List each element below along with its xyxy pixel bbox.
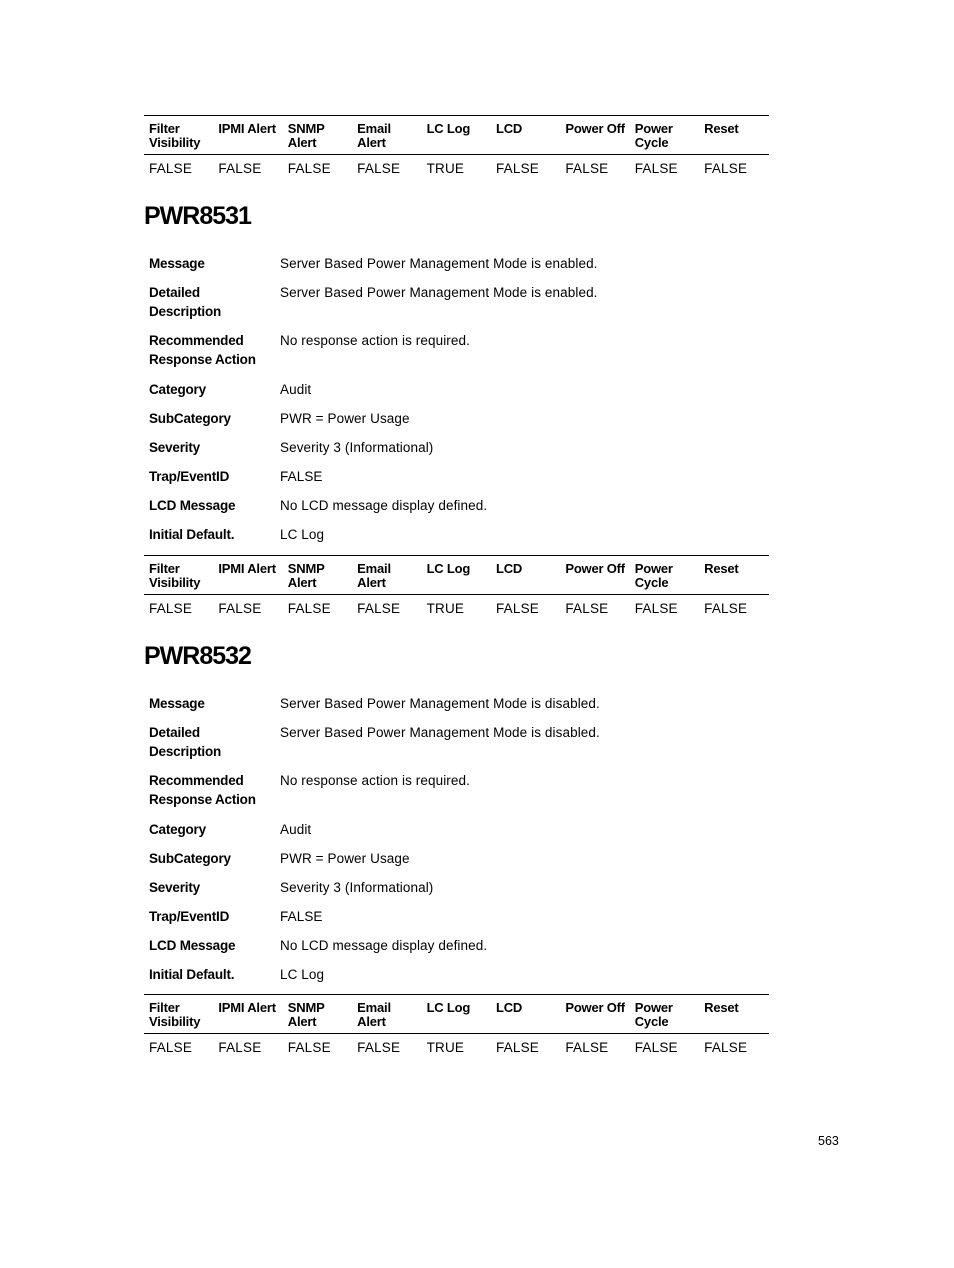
- detail-row-severity: [144, 438, 769, 467]
- detail-value: Server Based Power Management Mode is disabled.: [280, 725, 600, 740]
- table-cell: FALSE: [565, 1040, 609, 1055]
- header-reset: Reset: [704, 561, 739, 576]
- detail-label: Message: [149, 256, 205, 271]
- detail-row-detailed-description: [144, 723, 769, 771]
- detail-value: FALSE: [280, 469, 323, 484]
- page-number: 563: [818, 1134, 839, 1148]
- table-cell: TRUE: [426, 1040, 465, 1055]
- alert-table-top: [144, 115, 769, 183]
- detail-row-detailed-description: [144, 283, 769, 331]
- header-power-cycle: Power Cycle: [634, 1000, 673, 1029]
- section-title: PWR8532: [144, 642, 251, 670]
- header-lc-log: LC Log: [426, 561, 471, 576]
- detail-label: Detailed Description: [149, 285, 222, 319]
- detail-row-message: [144, 254, 769, 283]
- detail-row-subcategory: [144, 849, 769, 878]
- detail-row-lcd-message: [144, 496, 769, 525]
- header-power-cycle: Power Cycle: [634, 561, 673, 590]
- detail-label: SubCategory: [149, 851, 231, 866]
- table-cell: FALSE: [495, 601, 539, 616]
- table-cell: FALSE: [565, 601, 609, 616]
- detail-list: [144, 694, 769, 994]
- table-cell: FALSE: [495, 161, 539, 176]
- detail-list: [144, 254, 769, 554]
- detail-label: Detailed Description: [149, 725, 222, 759]
- header-ipmi-alert: IPMI Alert: [218, 1000, 276, 1015]
- header-power-off: Power Off: [565, 561, 625, 576]
- header-ipmi-alert: IPMI Alert: [218, 121, 276, 136]
- header-lcd: LCD: [495, 561, 523, 576]
- detail-row-message: [144, 694, 769, 723]
- table-cell: TRUE: [426, 161, 465, 176]
- detail-value: LC Log: [280, 967, 325, 982]
- detail-row-lcd-message: [144, 936, 769, 965]
- header-snmp-alert: SNMP Alert: [287, 561, 325, 590]
- table-cell: FALSE: [565, 161, 609, 176]
- header-power-off: Power Off: [565, 1000, 625, 1015]
- detail-value: No LCD message display defined.: [280, 938, 488, 953]
- table-cell: FALSE: [218, 1040, 262, 1055]
- table-cell: FALSE: [704, 601, 748, 616]
- table-cell: FALSE: [704, 1040, 748, 1055]
- header-reset: Reset: [704, 121, 739, 136]
- table-cell: FALSE: [218, 601, 262, 616]
- detail-value: Server Based Power Management Mode is disabled.: [280, 696, 600, 711]
- detail-value: No response action is required.: [280, 333, 470, 348]
- detail-row-category: [144, 380, 769, 409]
- detail-label: SubCategory: [149, 411, 231, 426]
- detail-value: PWR = Power Usage: [280, 851, 410, 866]
- detail-row-initial-default: [144, 965, 769, 994]
- alert-table-header: [144, 995, 769, 1034]
- header-ipmi-alert: IPMI Alert: [218, 561, 276, 576]
- alert-table-pwr8532: [144, 994, 769, 1062]
- alert-table-header: [144, 556, 769, 595]
- section-title: PWR8531: [144, 202, 251, 230]
- header-email-alert: Email Alert: [357, 1000, 391, 1029]
- detail-label: LCD Message: [149, 938, 236, 953]
- table-cell: FALSE: [287, 601, 331, 616]
- table-cell: FALSE: [634, 601, 678, 616]
- detail-row-trap-eventid: [144, 467, 769, 496]
- detail-row-subcategory: [144, 409, 769, 438]
- table-cell: FALSE: [287, 161, 331, 176]
- table-cell: FALSE: [634, 161, 678, 176]
- detail-value: Server Based Power Management Mode is enabled.: [280, 285, 598, 300]
- table-cell: FALSE: [218, 161, 262, 176]
- detail-value: Audit: [280, 382, 312, 397]
- table-cell: FALSE: [149, 161, 193, 176]
- table-row: [144, 155, 769, 183]
- detail-label: Category: [149, 382, 206, 397]
- detail-row-recommended-action: [144, 331, 769, 380]
- header-email-alert: Email Alert: [357, 561, 391, 590]
- detail-label: LCD Message: [149, 498, 236, 513]
- header-lcd: LCD: [495, 121, 523, 136]
- header-snmp-alert: SNMP Alert: [287, 1000, 325, 1029]
- header-lc-log: LC Log: [426, 121, 471, 136]
- header-filter-visibility: Filter Visibility: [149, 121, 201, 150]
- header-power-cycle: Power Cycle: [634, 121, 673, 150]
- table-cell: FALSE: [149, 601, 193, 616]
- detail-value: FALSE: [280, 909, 323, 924]
- detail-label: Recommended Response Action: [149, 333, 256, 367]
- detail-row-recommended-action: [144, 771, 769, 820]
- detail-value: PWR = Power Usage: [280, 411, 410, 426]
- detail-value: Severity 3 (Informational): [280, 440, 434, 455]
- header-power-off: Power Off: [565, 121, 625, 136]
- detail-value: Severity 3 (Informational): [280, 880, 434, 895]
- table-cell: FALSE: [704, 161, 748, 176]
- detail-label: Severity: [149, 880, 200, 895]
- detail-value: No LCD message display defined.: [280, 498, 488, 513]
- detail-label: Initial Default.: [149, 527, 235, 542]
- detail-value: Audit: [280, 822, 312, 837]
- alert-table-header: [144, 116, 769, 155]
- header-lc-log: LC Log: [426, 1000, 471, 1015]
- header-filter-visibility: Filter Visibility: [149, 561, 201, 590]
- table-cell: TRUE: [426, 601, 465, 616]
- table-cell: FALSE: [357, 601, 401, 616]
- detail-label: Initial Default.: [149, 967, 235, 982]
- alert-table-pwr8531: [144, 555, 769, 623]
- detail-row-initial-default: [144, 525, 769, 554]
- detail-label: Recommended Response Action: [149, 773, 256, 807]
- detail-row-trap-eventid: [144, 907, 769, 936]
- table-cell: FALSE: [495, 1040, 539, 1055]
- header-lcd: LCD: [495, 1000, 523, 1015]
- detail-row-severity: [144, 878, 769, 907]
- header-snmp-alert: SNMP Alert: [287, 121, 325, 150]
- detail-value: LC Log: [280, 527, 325, 542]
- detail-row-category: [144, 820, 769, 849]
- header-email-alert: Email Alert: [357, 121, 391, 150]
- detail-label: Category: [149, 822, 206, 837]
- table-cell: FALSE: [357, 161, 401, 176]
- table-cell: FALSE: [287, 1040, 331, 1055]
- detail-value: Server Based Power Management Mode is enabled.: [280, 256, 598, 271]
- header-filter-visibility: Filter Visibility: [149, 1000, 201, 1029]
- table-cell: FALSE: [357, 1040, 401, 1055]
- header-reset: Reset: [704, 1000, 739, 1015]
- table-cell: FALSE: [634, 1040, 678, 1055]
- table-cell: FALSE: [149, 1040, 193, 1055]
- table-row: [144, 1034, 769, 1062]
- detail-label: Severity: [149, 440, 200, 455]
- detail-label: Trap/EventID: [149, 909, 230, 924]
- detail-value: No response action is required.: [280, 773, 470, 788]
- detail-label: Message: [149, 696, 205, 711]
- table-row: [144, 595, 769, 623]
- detail-label: Trap/EventID: [149, 469, 230, 484]
